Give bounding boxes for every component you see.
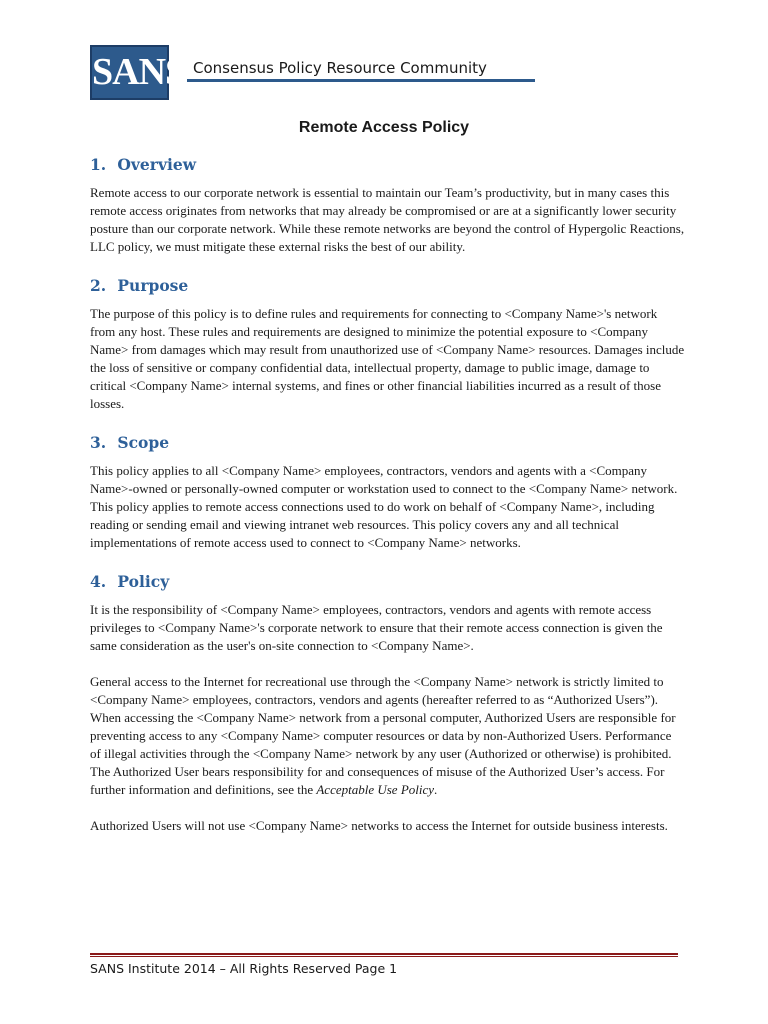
- page-footer: SANS Institute 2014 – All Rights Reserved Page 1: [90, 961, 398, 976]
- section-heading: 2. Purpose: [90, 276, 189, 295]
- sans-logo: SANS: [90, 45, 169, 100]
- section-policy: [90, 569, 685, 835]
- section-paragraph: The purpose of this policy is to define rules and requirements for connecting to <Company Name>'s network from any host. These rules and requirements are designed to minimize the potential exposure to <Company Name> from damages which may result from unauthorized use of <Company Name> resources. Damages include the loss of sensitive or company confidential data, intellectual property, damage to public image, damage to critical <Company Name> internal systems, and fines or other financial liabilities incurred as a result of those losses.: [90, 306, 685, 411]
- section-paragraph: General access to the Internet for recreational use through the <Company Name> network is strictly limited to <Company Name> employees, contractors, vendors and agents (hereafter referred to as “Authorized Users”). When accessing the <Company Name> network from a personal computer, Authorized Users are responsible for preventing access to any <Company Name> computer resources or data by non-Authorized Users. Performance of illegal activities through the <Company Name> network by any user (Authorized or otherwise) is prohibited. The Authorized User bears responsibility for and consequences of misuse of the Authorized User’s access. For further information and definitions, see the Acceptable Use Policy.: [90, 674, 676, 797]
- footer-divider: [90, 953, 678, 955]
- document-title: Remote Access Policy: [298, 119, 470, 136]
- section-paragraph: This policy applies to all <Company Name> employees, contractors, vendors and agents with a <Company Name>-owned or personally-owned computer or workstation used to connect to the <Company Name> network. This policy applies to remote access connections used to do work on behalf of <Company Name>, including reading or sending email and viewing intranet web resources. This policy covers any and all technical implementations of remote access used to connect to <Company Name> networks.: [90, 463, 678, 550]
- header-divider: [187, 79, 535, 82]
- section-paragraph: It is the responsibility of <Company Name> employees, contractors, vendors and agents with remote access privileges to <Company Name>'s corporate network to ensure that their remote access connection is given the same consideration as the user's on-site connection to <Company Name>.: [90, 602, 663, 653]
- section-overview: [90, 152, 685, 256]
- section-scope: [90, 430, 685, 552]
- section-heading: 3. Scope: [90, 433, 170, 452]
- section-purpose: [90, 273, 685, 413]
- section-heading: 1. Overview: [90, 155, 197, 174]
- footer-divider-thin: [90, 956, 678, 957]
- acceptable-use-policy-ref: Acceptable Use Policy: [316, 782, 435, 797]
- section-heading: 4. Policy: [90, 572, 170, 591]
- document-body: [90, 152, 685, 852]
- section-paragraph: Authorized Users will not use <Company Name> networks to access the Internet for outside business interests.: [90, 818, 668, 833]
- section-paragraph: Remote access to our corporate network is essential to maintain our Team’s productivity, but in many cases this remote access originates from networks that may already be compromised or are at a significantly lower security posture than our corporate network. While these remote networks are beyond the control of Hypergolic Reactions, LLC policy, we must mitigate these external risks the best of our ability.: [90, 185, 685, 254]
- community-title: Consensus Policy Resource Community: [193, 59, 487, 77]
